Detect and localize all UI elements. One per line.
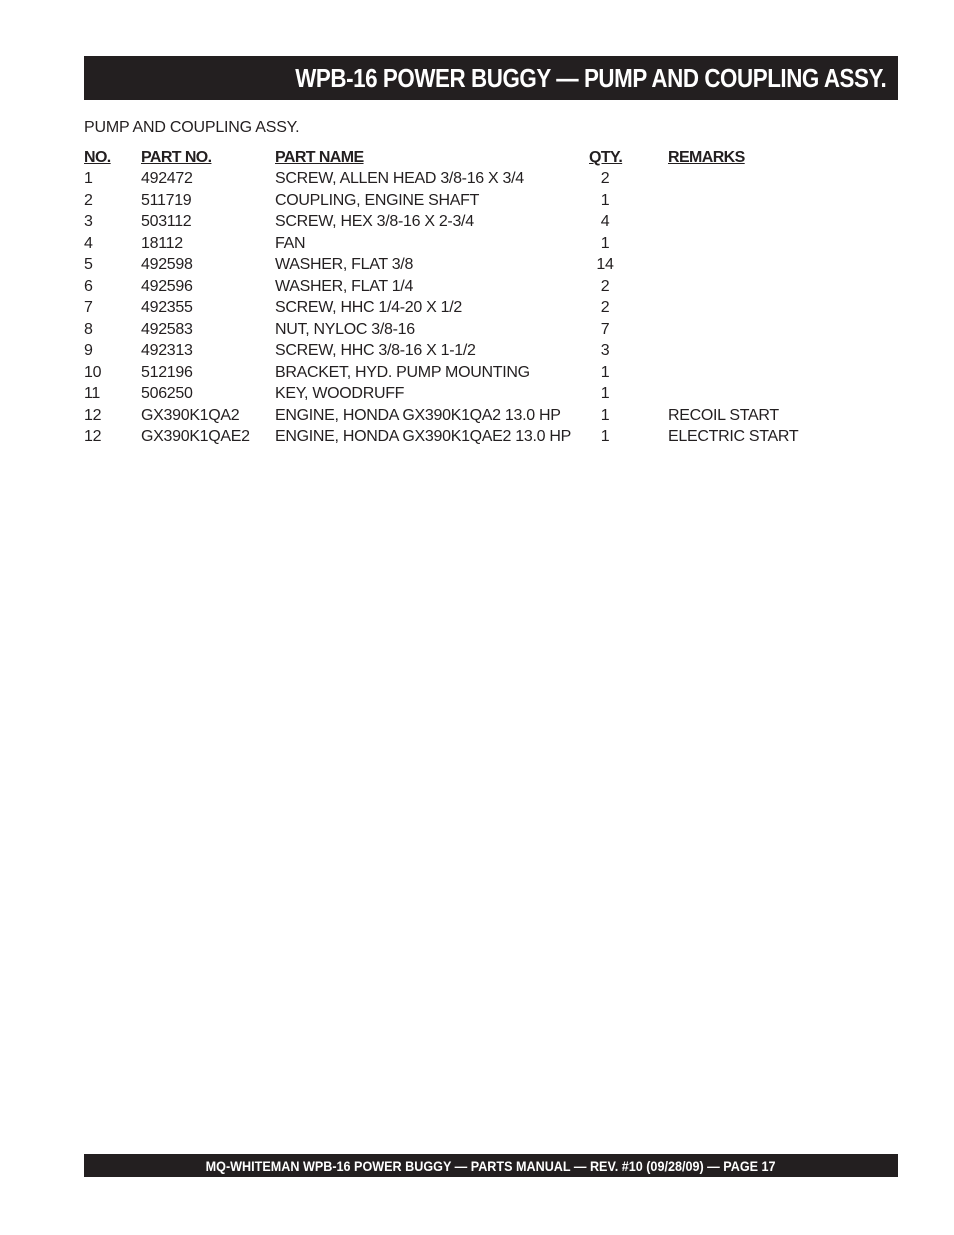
cell-qty: 3 [600, 342, 610, 359]
table-row [84, 254, 844, 276]
page-title: WPB-16 POWER BUGGY — PUMP AND COUPLING ASSY. [294, 62, 886, 93]
table-header-row [84, 147, 844, 168]
cell-part-no: 492313 [141, 342, 193, 359]
column-header-part-no: PART NO. [141, 149, 212, 166]
table-row [84, 383, 844, 405]
column-header-part-name: PART NAME [275, 149, 364, 166]
parts-table [84, 147, 844, 448]
cell-part-name: SCREW, HHC 1/4-20 X 1/2 [275, 299, 462, 316]
cell-qty: 14 [596, 256, 614, 273]
cell-part-name: FAN [275, 234, 306, 252]
cell-no: 5 [84, 256, 93, 273]
cell-remarks: ELECTRIC START [668, 428, 799, 445]
footer-bar [84, 1154, 898, 1177]
cell-part-no: 18112 [141, 234, 183, 252]
table-row [84, 405, 844, 427]
cell-no: 2 [84, 191, 93, 209]
cell-no: 12 [84, 406, 102, 424]
cell-qty: 1 [600, 428, 610, 445]
cell-qty: 2 [600, 170, 610, 187]
table-row [84, 233, 844, 255]
cell-qty: 1 [600, 385, 610, 402]
cell-part-name: WASHER, FLAT 1/4 [275, 277, 414, 295]
table-row [84, 319, 844, 341]
cell-part-no: 511719 [141, 191, 192, 209]
page-title-bar [84, 56, 898, 100]
cell-part-name: NUT, NYLOC 3/8-16 [275, 320, 415, 338]
table-row [84, 168, 844, 190]
cell-no: 12 [84, 428, 102, 445]
cell-part-name: SCREW, HEX 3/8-16 X 2-3/4 [275, 213, 474, 230]
footer-text: MQ-WHITEMAN WPB-16 POWER BUGGY — PARTS MANUAL — REV. #10 (09/28/09) — PAGE 17 [206, 1157, 776, 1174]
cell-no: 1 [84, 170, 93, 187]
cell-part-no: 506250 [141, 385, 193, 402]
cell-qty: 1 [600, 234, 610, 252]
table-row [84, 340, 844, 362]
cell-part-name: SCREW, ALLEN HEAD 3/8-16 X 3/4 [275, 170, 524, 187]
cell-part-no: 492583 [141, 320, 193, 338]
cell-remarks: RECOIL START [668, 406, 779, 424]
table-row [84, 426, 844, 448]
cell-no: 7 [84, 299, 93, 316]
cell-part-name: SCREW, HHC 3/8-16 X 1-1/2 [275, 342, 476, 359]
column-header-qty: QTY. [589, 149, 623, 166]
cell-qty: 7 [600, 320, 610, 338]
section-label: PUMP AND COUPLING ASSY. [84, 119, 300, 136]
cell-qty: 2 [600, 299, 610, 316]
cell-part-no: 492472 [141, 170, 193, 187]
table-row [84, 276, 844, 298]
cell-part-no: 492598 [141, 256, 193, 273]
table-row [84, 211, 844, 233]
cell-part-no: GX390K1QAE2 [141, 428, 250, 445]
cell-part-name: KEY, WOODRUFF [275, 385, 405, 402]
cell-no: 4 [84, 234, 93, 252]
cell-part-no: 492596 [141, 277, 193, 295]
cell-part-name: WASHER, FLAT 3/8 [275, 256, 414, 273]
table-row [84, 362, 844, 384]
cell-qty: 1 [600, 191, 610, 209]
column-header-remarks: REMARKS [668, 149, 745, 166]
table-row [84, 297, 844, 319]
cell-no: 3 [84, 213, 93, 230]
cell-no: 10 [84, 363, 102, 381]
cell-part-name: ENGINE, HONDA GX390K1QA2 13.0 HP [275, 406, 561, 424]
cell-part-name: ENGINE, HONDA GX390K1QAE2 13.0 HP [275, 428, 572, 445]
cell-qty: 4 [600, 213, 610, 230]
cell-qty: 1 [600, 363, 610, 381]
cell-part-no: 503112 [141, 213, 192, 230]
cell-qty: 2 [600, 277, 610, 295]
cell-part-no: GX390K1QA2 [141, 406, 240, 424]
cell-part-name: BRACKET, HYD. PUMP MOUNTING [275, 363, 530, 381]
cell-no: 6 [84, 277, 93, 295]
column-header-no: NO. [84, 149, 111, 166]
cell-no: 8 [84, 320, 93, 338]
cell-no: 11 [84, 385, 101, 402]
table-row [84, 190, 844, 212]
cell-qty: 1 [600, 406, 610, 424]
cell-no: 9 [84, 342, 93, 359]
cell-part-no: 492355 [141, 299, 193, 316]
cell-part-no: 512196 [141, 363, 193, 381]
cell-part-name: COUPLING, ENGINE SHAFT [275, 191, 480, 209]
